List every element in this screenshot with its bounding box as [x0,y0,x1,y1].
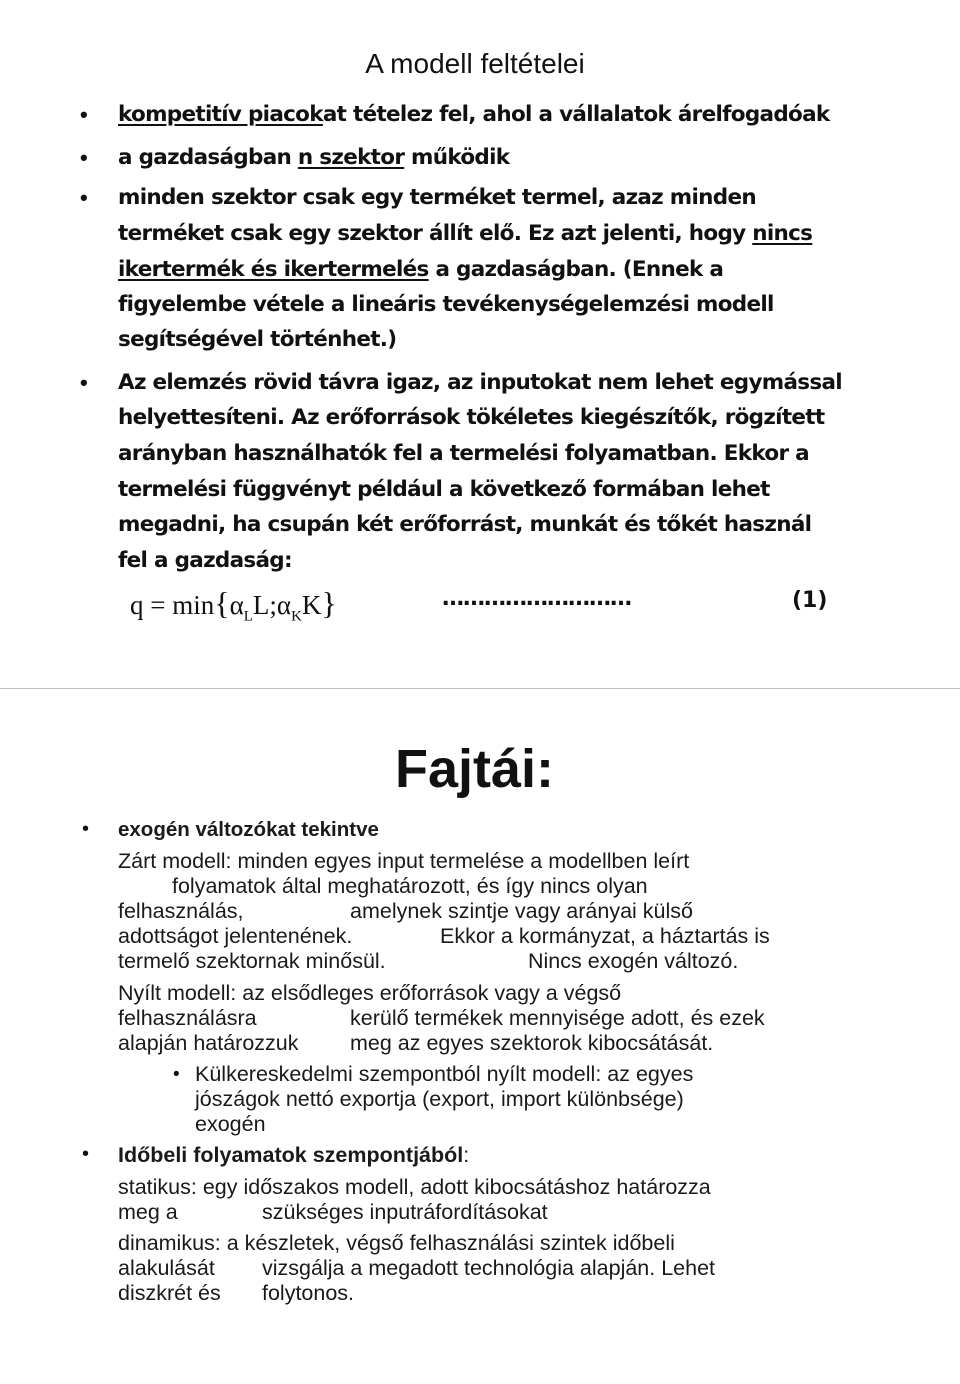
slide-title: Fajtái: [395,739,555,799]
text-line: figyelembe vétele a lineáris tevékenységelemzési modell [118,292,774,317]
text-line: felhasználásra [118,1006,257,1030]
bullet-n-sectors: a gazdaságban n szektor működik [118,145,510,170]
bullet-exogenous-variables: exogén változókat tekintve [118,818,379,841]
text-line: megadni, ha csupán két erőforrást, munkát és tőkét használ [118,512,812,537]
equation-number: (1) [792,588,828,613]
bullet-marker: • [80,145,88,170]
text-line: folytonos. [262,1281,355,1305]
text-line: Az elemzés rövid távra igaz, az inputokat nem lehet egymással [118,370,842,395]
text-line: termelő szektornak minősül. [118,949,386,973]
text-line: fel a gazdaság: [118,548,292,573]
text-line: Ekkor a kormányzat, a háztartás is [440,924,770,948]
page-divider [0,688,960,689]
slide-title: A modell feltételei [365,48,585,79]
text-line: terméket csak egy szektor állít elő. Ez azt jelenti, hogy nincs [118,221,813,246]
text-line: kerülő termékek mennyisége adott, és ezek [350,1006,765,1030]
bullet-marker: • [80,370,88,395]
leontief-production-function: $q = \min\{\alpha_LL;\alpha_KK\}$ [130,585,337,625]
sub-bullet-marker: • [173,1064,180,1085]
text-line: arányban használhatók fel a termelési folyamatban. Ekkor a [118,441,809,466]
text-line: folyamatok által meghatározott, és így nincs olyan [172,874,648,898]
text-line: Zárt modell: minden egyes input termelése a modellben leírt [118,849,690,873]
text-line: segítségével történhet.) [118,327,397,352]
text-line: alapján határozzuk [118,1031,299,1055]
text-line: Nyílt modell: az elsődleges erőforrások vagy a végső [118,981,622,1005]
text-line: meg az egyes szektorok kibocsátását. [350,1031,714,1055]
text-line: ikertermék és ikertermelés a gazdaságban. (Ennek a [118,257,724,282]
text-line: amelynek szintje vagy arányai külső [350,899,693,923]
text-line: vizsgálja a megadott technológia alapján. Lehet [262,1256,716,1280]
text-line: felhasználás, [118,899,244,923]
text-line: diszkrét és [118,1281,221,1305]
text-line: Nincs exogén változó. [528,949,739,973]
text-line: exogén [195,1112,266,1136]
text-line: adottságot jelentenének. [118,924,353,948]
text-line: termelési függvényt például a következő formában lehet [118,477,770,502]
leader-dots: ……………………… [442,586,631,611]
text-line: statikus: egy időszakos modell, adott kibocsátáshoz határozza [118,1175,711,1199]
bullet-time-processes: Időbeli folyamatok szempontjából: [118,1143,470,1167]
bullet-marker: • [80,102,88,127]
text-line: szükséges inputráfordításokat [262,1200,548,1224]
text-line: jószágok nettó exportja (export, import különbsége) [195,1087,684,1111]
text-line: meg a [118,1200,178,1224]
bullet-marker: • [82,818,90,840]
text-line: minden szektor csak egy terméket termel, azaz minden [118,185,756,210]
bullet-marker: • [82,1143,90,1165]
text-line: alakulását [118,1256,215,1280]
bullet-marker: • [80,185,88,210]
bullet-competitive-markets: kompetitív piacokat tételez fel, ahol a vállalatok árelfogadóak [118,102,830,127]
text-line: dinamikus: a készletek, végső felhasználási szintek időbeli [118,1231,675,1255]
text-line: Külkereskedelmi szempontból nyílt modell: az egyes [195,1062,694,1086]
text-line: helyettesíteni. Az erőforrások tökéletes kiegészítők, rögzített [118,405,825,430]
slide-model-conditions [0,0,960,688]
